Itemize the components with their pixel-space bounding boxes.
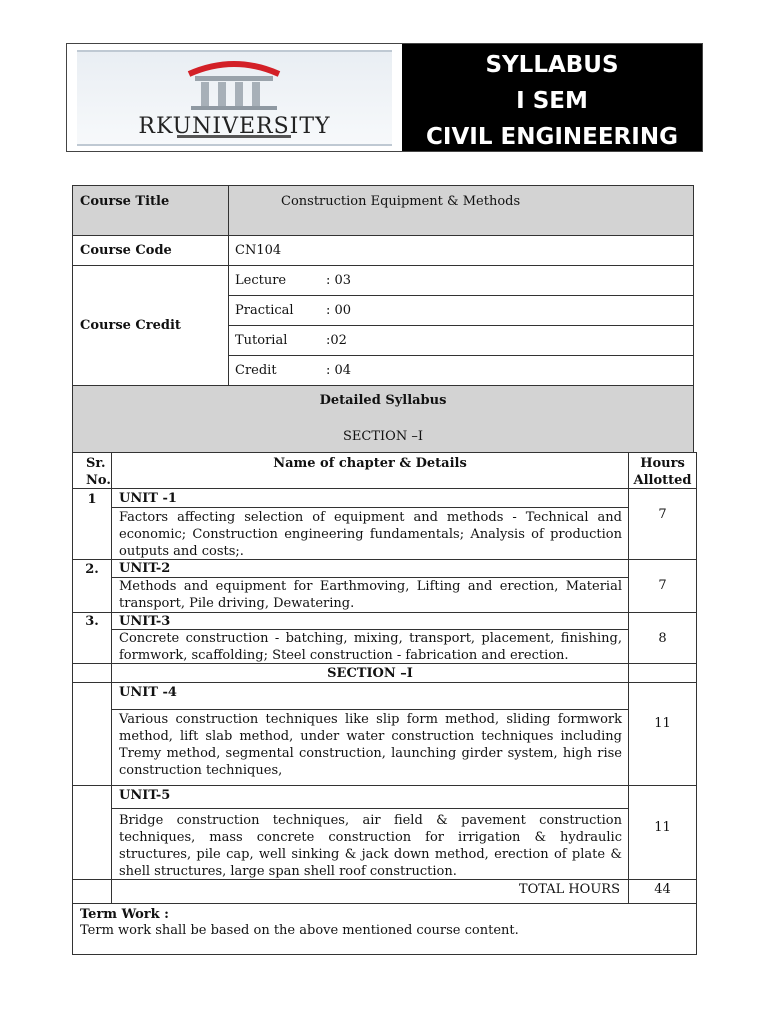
unit-details-cell	[111, 507, 629, 560]
unit-details-cell	[111, 709, 629, 786]
course-credit-label: Course Credit	[80, 318, 181, 333]
university-logo	[77, 50, 392, 146]
hours-cell	[628, 488, 697, 560]
table-row-sr	[72, 785, 112, 880]
col-sr-label: Sr. No.	[86, 456, 111, 488]
course-code-value: CN104	[235, 243, 282, 258]
section-heading-2: SECTION –I	[327, 666, 413, 681]
unit-details: Factors affecting selection of equipment and methods - Technical and economic; Construction engineering fundamentals; Analysis of production outputs and costs;.	[119, 510, 622, 559]
logo-text: RKUNIVERSITY	[138, 114, 331, 139]
credit-row	[228, 325, 694, 356]
table-row-sr	[72, 682, 112, 786]
credit-value: :02	[326, 333, 347, 348]
unit-details: Methods and equipment for Earthmoving, Lifting and erection, Material transport, Pile driving, Dewatering.	[119, 579, 622, 611]
term-work-box	[72, 903, 697, 955]
credit-row	[228, 295, 694, 326]
hours-value: 11	[654, 820, 671, 835]
total-row	[111, 879, 629, 904]
sr-number: 2.	[85, 562, 99, 577]
unit-title-cell	[111, 682, 629, 710]
unit-title: UNIT-3	[119, 614, 171, 629]
unit-details-cell	[111, 629, 629, 664]
hours-value: 7	[658, 578, 667, 593]
course-code-label-cell	[72, 235, 229, 266]
term-work-label: Term Work :	[80, 907, 169, 922]
unit-title: UNIT -1	[119, 491, 177, 506]
total-hours-cell	[628, 879, 697, 904]
unit-details: Various construction techniques like slip form method, sliding formwork method, lift slab method, under water construction techniques including Tremy method, segmental construction, launching girder system, high rise construction techniques,	[119, 712, 622, 778]
unit-title: UNIT-5	[119, 788, 171, 803]
hours-cell	[628, 682, 697, 786]
col-name-label: Name of chapter & Details	[273, 456, 467, 471]
title-line-3: CIVIL ENGINEERING	[426, 124, 678, 150]
hours-value: 7	[658, 507, 667, 522]
unit-title: UNIT -4	[119, 685, 177, 700]
credit-row	[228, 265, 694, 296]
total-row-sr	[72, 879, 112, 904]
title-line-1: SYLLABUS	[485, 52, 619, 78]
col-sr-header	[72, 452, 112, 489]
table-row-sr	[72, 488, 112, 560]
col-hours-header	[628, 452, 697, 489]
unit-details: Concrete construction - batching, mixing, transport, placement, finishing, formwork, scaffolding; Steel construction - fabrication and erection.	[119, 631, 622, 663]
course-code-label: Course Code	[80, 243, 172, 258]
section-row	[111, 663, 629, 683]
col-hours-label: Hours Allotted	[633, 456, 692, 488]
hours-cell	[628, 559, 697, 613]
unit-title: UNIT-2	[119, 561, 171, 576]
section-row-hours	[628, 663, 697, 683]
hours-cell	[628, 785, 697, 880]
credit-name: Lecture	[235, 273, 287, 288]
credit-name: Practical	[235, 303, 294, 318]
detailed-syllabus-heading: Detailed Syllabus	[319, 393, 447, 408]
unit-details-cell	[111, 577, 629, 613]
total-hours-value: 44	[654, 882, 671, 897]
total-hours-label: TOTAL HOURS	[518, 882, 620, 897]
hours-cell	[628, 612, 697, 664]
hours-value: 11	[654, 716, 671, 731]
section-row-sr	[72, 663, 112, 683]
credit-row	[228, 355, 694, 386]
sr-number: 1	[87, 492, 97, 507]
unit-title-cell	[111, 612, 629, 630]
header	[66, 43, 703, 152]
unit-title-cell	[111, 785, 629, 809]
course-title-label-cell	[72, 185, 229, 236]
course-title-value-cell	[228, 185, 694, 236]
detailed-syllabus-banner	[72, 385, 694, 453]
title-block	[402, 44, 702, 151]
logo-area	[67, 44, 402, 151]
credit-value: : 04	[326, 363, 352, 378]
section-heading: SECTION –I	[343, 429, 423, 444]
col-name-header	[111, 452, 629, 489]
table-row-sr	[72, 612, 112, 664]
credit-name: Tutorial	[235, 333, 288, 348]
course-code-value-cell	[228, 235, 694, 266]
credit-value: : 03	[326, 273, 352, 288]
unit-details-cell	[111, 808, 629, 880]
term-work-text: Term work shall be based on the above mentioned course content.	[80, 923, 519, 938]
unit-title-cell	[111, 488, 629, 508]
course-title-label: Course Title	[80, 194, 170, 209]
credit-name: Credit	[235, 363, 277, 378]
sr-number: 3.	[85, 614, 99, 629]
credit-value: : 00	[326, 303, 352, 318]
unit-title-cell	[111, 559, 629, 578]
title-line-2: I SEM	[516, 88, 588, 114]
table-row-sr	[72, 559, 112, 613]
hours-value: 8	[658, 631, 667, 646]
course-title-value: Construction Equipment & Methods	[281, 194, 521, 209]
course-credit-label-cell	[72, 265, 229, 386]
unit-details: Bridge construction techniques, air field & pavement construction techniques, mass concrete construction for irrigation & hydraulic structures, pile cap, well sinking & jack down method, erection of plate & shell structures, large span shell roof construction.	[119, 813, 622, 879]
